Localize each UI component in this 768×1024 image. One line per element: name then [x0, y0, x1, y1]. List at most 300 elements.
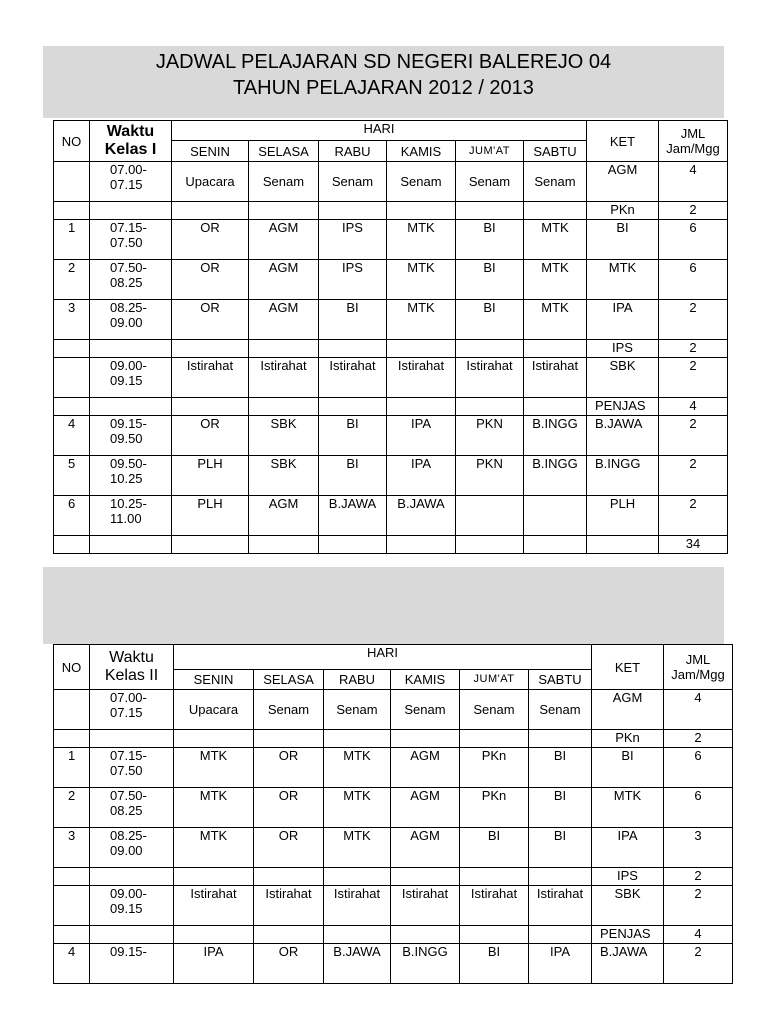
header-waktu-label: Waktu [106, 123, 155, 140]
subject-cell [324, 926, 391, 944]
ket-cell [592, 868, 664, 886]
subject-value: PKn [481, 788, 507, 803]
subject-cell [387, 162, 456, 202]
subject-value: Istirahat [397, 358, 445, 373]
row-number-value: 1 [68, 220, 76, 235]
ket-cell [592, 944, 664, 984]
subject-cell [456, 358, 524, 398]
subject-value: Istirahat [466, 358, 513, 373]
subject-cell [387, 416, 456, 456]
time-slot [90, 398, 172, 416]
subject-value: Istirahat [265, 886, 312, 901]
time-slot [90, 828, 174, 868]
subject-cell [172, 496, 249, 536]
jml-cell [659, 300, 728, 340]
time-start: 09.15- [110, 944, 147, 959]
subject-value: Istirahat [329, 358, 376, 373]
jml-cell [664, 730, 733, 748]
subject-cell [172, 398, 249, 416]
time-start: 09.50- [110, 456, 147, 471]
time-end: 07.15 [110, 705, 143, 720]
time-slot [90, 416, 172, 456]
subject-value: MTK [541, 220, 569, 235]
jml-cell [659, 220, 728, 260]
subject-cell [387, 358, 456, 398]
ket-value: IPA [617, 828, 638, 843]
time-start: 09.15- [110, 416, 147, 431]
subject-value: B.INGG [402, 944, 448, 959]
time-start: 07.15- [110, 748, 147, 763]
day-label: RABU [338, 672, 376, 687]
subject-cell [172, 340, 249, 358]
time-slot [90, 788, 174, 828]
subject-cell [524, 340, 587, 358]
header-jml-label: JML [685, 652, 711, 667]
table-row [54, 416, 728, 456]
subject-cell [249, 202, 319, 220]
row-number-value: 4 [68, 416, 76, 431]
row-number [54, 162, 90, 202]
subject-cell [254, 828, 324, 868]
subject-cell [254, 926, 324, 944]
jml-cell [659, 536, 728, 554]
subject-value: Senam [468, 174, 511, 189]
header-ket [587, 121, 659, 162]
subject-cell [529, 748, 592, 788]
subject-value: BI [346, 300, 359, 315]
table-row [54, 748, 733, 788]
subject-cell [324, 944, 391, 984]
subject-value: IPA [411, 416, 431, 431]
subject-value: BI [483, 220, 496, 235]
row-number-value: 4 [68, 944, 76, 959]
jml-value: 2 [689, 358, 697, 373]
ket-cell [587, 416, 659, 456]
ket-value: B.JAWA [595, 416, 643, 431]
jml-cell [659, 456, 728, 496]
row-number [54, 748, 90, 788]
subject-value: OR [200, 416, 220, 431]
day-header [391, 670, 460, 690]
ket-cell [587, 202, 659, 220]
ket-cell [587, 456, 659, 496]
subject-value: IPS [342, 220, 363, 235]
subject-value: BI [483, 260, 496, 275]
subject-cell [529, 926, 592, 944]
subject-value: Istirahat [190, 886, 237, 901]
jml-cell [659, 202, 728, 220]
subject-cell [172, 260, 249, 300]
jml-cell [659, 260, 728, 300]
row-number [54, 944, 90, 984]
time-start: 07.15- [110, 220, 147, 235]
table-row [54, 220, 728, 260]
day-label: SENIN [190, 143, 230, 159]
subject-cell [460, 690, 529, 730]
time-end: 08.25 [110, 275, 143, 290]
subject-cell [254, 944, 324, 984]
jml-value: 4 [689, 398, 697, 413]
subject-value: OR [200, 260, 220, 275]
subject-value: AGM [268, 220, 299, 235]
jml-value: 2 [694, 730, 702, 745]
subject-value: BI [346, 456, 359, 471]
ket-value: PENJAS [595, 398, 646, 413]
row-number [54, 300, 90, 340]
day-label: SABTU [538, 672, 582, 687]
subject-value: IPA [411, 456, 431, 471]
time-start: 09.00- [110, 358, 147, 373]
subject-cell [319, 416, 387, 456]
subject-cell [319, 536, 387, 554]
subject-value: BI [553, 828, 567, 843]
jml-value: 2 [694, 886, 702, 901]
time-slot [90, 926, 174, 944]
subject-cell [254, 690, 324, 730]
header-no-label: NO [61, 659, 82, 675]
time-slot [90, 456, 172, 496]
row-number [54, 398, 90, 416]
subject-cell [529, 886, 592, 926]
day-header [174, 670, 254, 690]
subject-value: Senam [404, 702, 446, 717]
subject-cell [249, 162, 319, 202]
jml-value: 2 [689, 416, 697, 431]
jml-value: 4 [689, 162, 697, 177]
ket-cell [592, 748, 664, 788]
time-slot [90, 868, 174, 886]
header-waktu [90, 645, 174, 690]
jml-cell [664, 788, 733, 828]
subject-value: Istirahat [333, 886, 381, 901]
subject-cell [529, 868, 592, 886]
subject-value: Senam [539, 702, 581, 717]
subject-cell [249, 300, 319, 340]
subject-cell [249, 358, 319, 398]
subject-value: AGM [268, 496, 299, 511]
row-number [54, 416, 90, 456]
day-label: KAMIS [404, 672, 446, 687]
time-end: 10.25 [110, 471, 143, 486]
subject-cell [387, 300, 456, 340]
subject-value: AGM [410, 748, 440, 763]
subject-value: BI [487, 944, 501, 959]
subject-value: SBK [270, 416, 297, 431]
subject-value: Senam [267, 702, 310, 717]
subject-cell [324, 690, 391, 730]
subject-cell [456, 300, 524, 340]
header-row [54, 645, 733, 670]
subject-cell [172, 416, 249, 456]
ket-value: AGM [607, 162, 638, 177]
ket-cell [592, 886, 664, 926]
row-number [54, 260, 90, 300]
row-number [54, 536, 90, 554]
time-slot [90, 358, 172, 398]
header-no-label: NO [61, 133, 82, 149]
subject-cell [174, 690, 254, 730]
subject-value: B.JAWA [328, 496, 377, 511]
ket-value: IPA [612, 300, 633, 315]
subject-cell [460, 730, 529, 748]
time-slot [90, 496, 172, 536]
subject-cell [456, 340, 524, 358]
subject-cell [460, 886, 529, 926]
table-row [54, 202, 728, 220]
jml-value: 2 [689, 456, 697, 471]
table-row [54, 828, 733, 868]
jml-value: 6 [689, 220, 697, 235]
header-kelas-label: Kelas I [104, 141, 157, 158]
subject-cell [456, 220, 524, 260]
header-waktu-label: Waktu [109, 649, 154, 666]
jml-cell [664, 828, 733, 868]
day-label: SENIN [193, 672, 234, 687]
jml-cell [664, 944, 733, 984]
jml-cell [659, 162, 728, 202]
subject-cell [174, 730, 254, 748]
time-start: 07.00- [110, 162, 147, 177]
ket-cell [587, 162, 659, 202]
subject-value: OR [278, 944, 299, 959]
jml-cell [659, 358, 728, 398]
day-label: KAMIS [400, 143, 442, 159]
subject-cell [249, 416, 319, 456]
jml-value: 2 [694, 944, 702, 959]
subject-cell [524, 398, 587, 416]
subject-cell [324, 748, 391, 788]
ket-value: AGM [612, 690, 643, 705]
time-start: 07.50- [110, 260, 147, 275]
subject-cell [174, 868, 254, 886]
row-number [54, 828, 90, 868]
row-number-value: 2 [68, 788, 76, 803]
table-row [54, 868, 733, 886]
header-jml-unit: Jam/Mgg [666, 141, 720, 156]
subject-value: MTK [199, 748, 228, 763]
ket-value: BI [621, 748, 634, 763]
jml-cell [659, 398, 728, 416]
subject-value: BI [553, 748, 567, 763]
subject-value: PKN [476, 456, 503, 471]
day-header [319, 141, 387, 162]
day-header [456, 141, 524, 162]
subject-cell [456, 398, 524, 416]
jml-value: 6 [689, 260, 697, 275]
subject-value: OR [278, 748, 299, 763]
subject-cell [319, 340, 387, 358]
subject-value: MTK [343, 788, 371, 803]
subject-cell [387, 398, 456, 416]
subject-value: BI [346, 416, 359, 431]
subject-cell [249, 536, 319, 554]
subject-value: Senam [336, 702, 378, 717]
jml-cell [664, 748, 733, 788]
ket-cell [592, 690, 664, 730]
jml-cell [664, 690, 733, 730]
table-row [54, 162, 728, 202]
subject-value: MTK [343, 828, 371, 843]
subject-cell [174, 926, 254, 944]
subject-value: Istirahat [401, 886, 449, 901]
table-row [54, 456, 728, 496]
separator-band [43, 567, 724, 644]
subject-cell [174, 944, 254, 984]
subject-cell [460, 868, 529, 886]
subject-cell [174, 886, 254, 926]
jml-value: 2 [694, 868, 702, 883]
subject-value: IPS [342, 260, 363, 275]
time-start: 07.50- [110, 788, 147, 803]
subject-value: IPA [203, 944, 224, 959]
table-row [54, 926, 733, 944]
time-start: 08.25- [110, 300, 147, 315]
subject-cell [254, 730, 324, 748]
subject-cell [249, 340, 319, 358]
time-slot [90, 260, 172, 300]
subject-cell [254, 788, 324, 828]
time-slot [90, 730, 174, 748]
subject-cell [254, 748, 324, 788]
subject-cell [319, 260, 387, 300]
time-start: 09.00- [110, 886, 147, 901]
ket-value: SBK [614, 886, 641, 901]
row-number [54, 926, 90, 944]
subject-cell [524, 202, 587, 220]
subject-value: BI [487, 828, 501, 843]
subject-cell [174, 788, 254, 828]
ket-cell [592, 926, 664, 944]
subject-value: Upacara [185, 174, 235, 189]
table-row [54, 536, 728, 554]
table-row [54, 260, 728, 300]
header-row [54, 121, 728, 141]
jml-value: 4 [694, 926, 702, 941]
subject-cell [391, 868, 460, 886]
row-number [54, 358, 90, 398]
time-start: 08.25- [110, 828, 147, 843]
ket-value: SBK [609, 358, 636, 373]
time-start: 07.00- [110, 690, 147, 705]
subject-cell [319, 398, 387, 416]
subject-value: IPA [550, 944, 570, 959]
subject-cell [524, 358, 587, 398]
row-number [54, 202, 90, 220]
day-label: JUM'AT [469, 144, 510, 157]
subject-cell [391, 944, 460, 984]
day-label: JUM'AT [473, 673, 515, 685]
ket-value: BI [616, 220, 629, 235]
subject-cell [460, 788, 529, 828]
row-number [54, 220, 90, 260]
row-number [54, 788, 90, 828]
subject-value: MTK [541, 300, 569, 315]
subject-cell [456, 260, 524, 300]
subject-cell [456, 536, 524, 554]
subject-value: OR [200, 300, 220, 315]
ket-value: PKn [610, 202, 635, 217]
ket-value: MTK [608, 260, 637, 275]
subject-cell [529, 828, 592, 868]
ket-cell [587, 536, 659, 554]
time-end: 07.15 [110, 177, 143, 192]
time-end: 09.50 [110, 431, 143, 446]
day-header [387, 141, 456, 162]
subject-value: AGM [410, 828, 440, 843]
day-label: SELASA [258, 143, 309, 159]
subject-value: PLH [197, 456, 223, 471]
subject-value: OR [278, 828, 299, 843]
subject-cell [460, 926, 529, 944]
jml-value: 2 [689, 300, 697, 315]
subject-cell [172, 300, 249, 340]
subject-cell [524, 300, 587, 340]
subject-cell [174, 748, 254, 788]
subject-value: Senam [534, 174, 576, 189]
subject-cell [172, 536, 249, 554]
subject-cell [319, 456, 387, 496]
ket-value: PENJAS [600, 926, 651, 941]
subject-cell [391, 788, 460, 828]
subject-value: PKn [481, 748, 507, 763]
subject-cell [387, 260, 456, 300]
subject-value: Senam [331, 174, 374, 189]
ket-cell [587, 340, 659, 358]
row-number-value: 2 [68, 260, 76, 275]
header-waktu [90, 121, 172, 162]
subject-value: Senam [473, 702, 515, 717]
jml-value: 3 [694, 828, 702, 843]
page-subtitle: TAHUN PELAJARAN 2012 / 2013 [233, 77, 534, 99]
subject-cell [460, 828, 529, 868]
subject-value: BI [483, 300, 496, 315]
jml-value: 6 [694, 788, 702, 803]
subject-cell [249, 456, 319, 496]
subject-value: AGM [268, 260, 299, 275]
day-header [324, 670, 391, 690]
row-number-value: 1 [68, 748, 76, 763]
subject-cell [524, 456, 587, 496]
row-number [54, 456, 90, 496]
row-number [54, 730, 90, 748]
subject-cell [174, 828, 254, 868]
subject-cell [460, 748, 529, 788]
header-ket [592, 645, 664, 690]
time-end: 07.50 [110, 763, 143, 778]
subject-cell [391, 730, 460, 748]
subject-value: B.JAWA [333, 944, 381, 959]
table-row [54, 496, 728, 536]
subject-cell [524, 220, 587, 260]
header-ket-label: KET [614, 659, 641, 675]
time-slot [90, 202, 172, 220]
time-slot [90, 340, 172, 358]
subject-cell [319, 202, 387, 220]
subject-cell [391, 690, 460, 730]
subject-cell [529, 690, 592, 730]
row-number [54, 340, 90, 358]
jml-value: 34 [685, 536, 701, 551]
time-slot [90, 886, 174, 926]
subject-cell [324, 788, 391, 828]
subject-cell [456, 496, 524, 536]
subject-cell [324, 886, 391, 926]
header-no [54, 121, 90, 162]
subject-cell [324, 868, 391, 886]
row-number-value: 3 [68, 828, 76, 843]
subject-cell [387, 536, 456, 554]
row-number-value: 6 [68, 496, 76, 511]
